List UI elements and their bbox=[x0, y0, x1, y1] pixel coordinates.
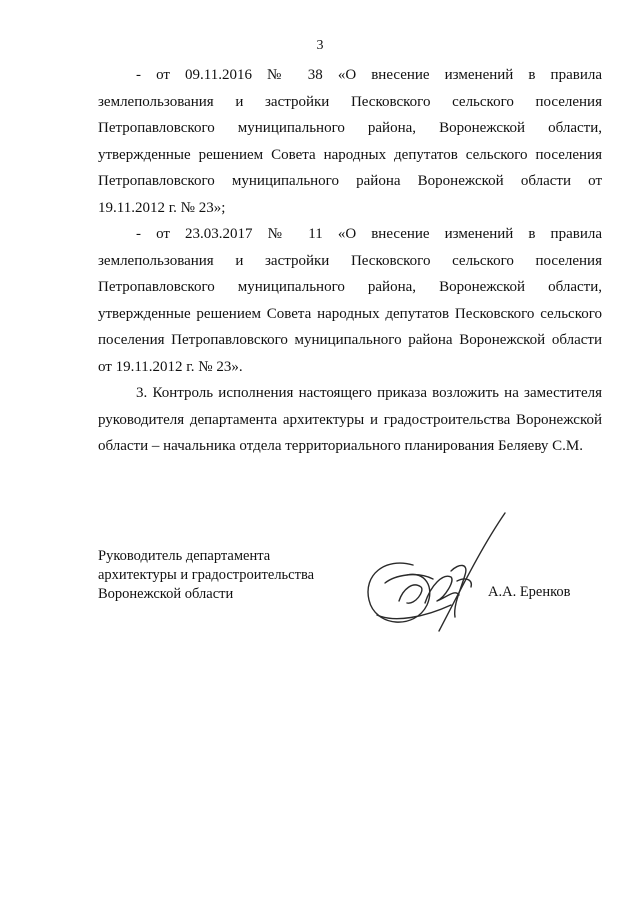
signer-position-line: Воронежской области bbox=[98, 586, 234, 602]
paragraph-item-3: 3. Контроль исполнения настоящего приказа возложить на заместителя руководителя департамента архитектуры и градостроительства Воронежской области – начальника отдела территориального планирования Беляеву С.М. bbox=[98, 385, 602, 454]
signer-name: А.А. Еренков bbox=[488, 584, 571, 600]
signer-position bbox=[98, 547, 314, 604]
paragraph-item-1: - от 09.11.2016 № 38 «О внесение изменений в правила землепользования и застройки Песковского сельского поселения Петропавловского муниципального района, Воронежской области, утвержденные решением Совета народных депутатов сельского поселения Петропавловского муниципального района Воронежской области от 19.11.2012 г. № 23»; bbox=[98, 67, 602, 216]
signer-position-line: Руководитель департамента bbox=[98, 548, 271, 564]
paragraph-item-2: - от 23.03.2017 № 11 «О внесение изменений в правила землепользования и застройки Песковского сельского поселения Петропавловского муниципального района, Воронежской области, утвержденные решением Совета народных депутатов Песковского сельского поселения Петропавловского муниципального района Воронежской области от 19.11.2012 г. № 23». bbox=[98, 226, 602, 375]
page-number: 3 bbox=[316, 38, 324, 53]
signer-position-line: архитектуры и градостроительства bbox=[98, 567, 315, 583]
document-body bbox=[98, 62, 602, 460]
signature-icon bbox=[355, 505, 515, 640]
